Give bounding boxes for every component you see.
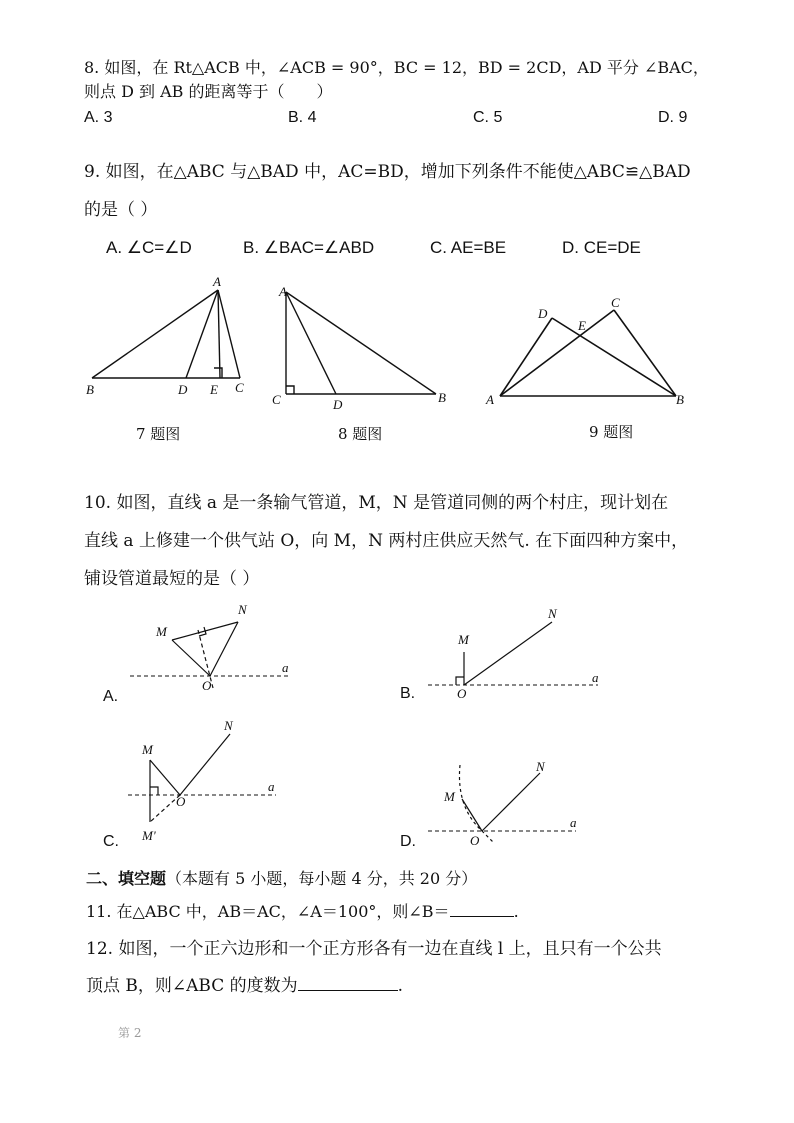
q10b-label-n: N [548,606,557,621]
q10c-label-o: O [176,794,186,809]
q10b-label-m: M [458,632,469,647]
fig8-label-d: D [333,397,343,412]
fig9-label-d: D [538,306,548,321]
fig9-label-c: C [611,295,620,310]
q10-line2: 直线 a 上修建一个供气站 O，向 M，N 两村庄供应天然气. 在下面四种方案中， [84,531,689,551]
q10a-label-n: N [238,602,247,617]
q10-option-d-letter: D. [400,833,416,850]
figure-7 [80,270,260,410]
q9-line2: 的是（ ） [84,200,158,220]
fig9-label-a: A [486,392,494,407]
fig9-label-e: E [578,318,586,333]
q9-option-b: B. ∠BAC=∠ABD [243,238,375,257]
fig7-label-b: B [86,382,94,397]
q11-text: 11. 在△ABC 中，AB＝AC，∠A＝100°，则∠B＝ [86,902,450,921]
q10-option-b-letter: B. [400,685,416,702]
q9-option-c: C. AE=BE [430,238,507,257]
section-2-title: 二、填空题 [86,869,167,888]
fig8-label-c: C [272,392,281,407]
q8-option-a: A. 3 [84,109,113,126]
fig7-label-d: D [178,382,188,397]
q10d-label-m: M [444,789,455,804]
q10c-label-n: N [224,718,233,733]
q10b-label-o: O [457,686,467,701]
fig9-caption: 9 题图 [589,423,634,441]
fig8-caption: 8 题图 [338,425,383,443]
q9-option-d: D. CE=DE [562,238,641,257]
q10d-label-n: N [536,759,545,774]
q10-option-c-letter: C. [103,833,119,850]
q10d-label-a: a [570,815,577,830]
section-2-heading [86,869,477,888]
fig8-label-b: B [438,390,446,405]
q10-option-d-diagram [420,755,620,855]
q8-line1: 8. 如图，在 Rt△ACB 中，∠ACB = 90°，BC = 12，BD = 2CD，AD 平分 ∠BAC， [84,58,709,77]
figure-8 [270,278,460,413]
q8-option-d: D. 9 [658,109,688,126]
q11-end: . [513,902,519,921]
fig7-caption: 7 题图 [136,425,181,443]
q10a-label-a: a [282,660,289,675]
q9-line1: 9. 如图，在△ABC 与△BAD 中，AC=BD，增加下列条件不能使△ABC≌△BAD [84,162,691,182]
q10-option-c-diagram [120,718,320,848]
fig7-label-a: A [213,274,221,289]
q10-line1: 10. 如图，直线 a 是一条输气管道，M，N 是管道同侧的两个村庄，现计划在 [84,493,669,513]
q8-option-c: C. 5 [473,109,503,126]
q10-line3: 铺设管道最短的是（ ） [84,569,260,589]
fig7-label-e: E [210,382,218,397]
q10a-label-o: O [202,678,212,693]
q12-line1: 12. 如图，一个正六边形和一个正方形各有一边在直线 l 上，且只有一个公共 [86,939,662,959]
q10d-label-o: O [470,833,480,848]
q10b-label-a: a [592,670,599,685]
q12-line2: 顶点 B，则∠ABC 的度数为 [86,976,298,996]
q12-end: . [397,976,404,996]
q10-option-a-diagram [120,600,320,700]
q9-option-a: A. ∠C=∠D [106,238,192,257]
q11-line [86,902,519,921]
q10c-label-a: a [268,779,275,794]
q10c-label-m: M [142,742,153,757]
q10-option-b-diagram [420,600,620,700]
q12-answer-blank[interactable] [298,976,398,991]
section-2-note: （本题有 5 小题，每小题 4 分，共 20 分） [166,869,478,888]
fig9-label-b: B [676,392,684,407]
q11-answer-blank[interactable] [450,902,514,917]
q10-option-a-letter: A. [103,688,119,705]
q10c-label-m-prime: M' [142,828,156,843]
q8-line2: 则点 D 到 AB 的距离等于（ ） [84,82,333,101]
footer-fragment: 第 2 [118,1026,142,1040]
figure-9 [480,290,700,410]
q10a-label-m: M [156,624,167,639]
q8-option-b: B. 4 [288,109,317,126]
fig7-label-c: C [235,380,244,395]
fig8-label-a: A [279,284,287,299]
q12-line2-wrap [86,976,403,996]
